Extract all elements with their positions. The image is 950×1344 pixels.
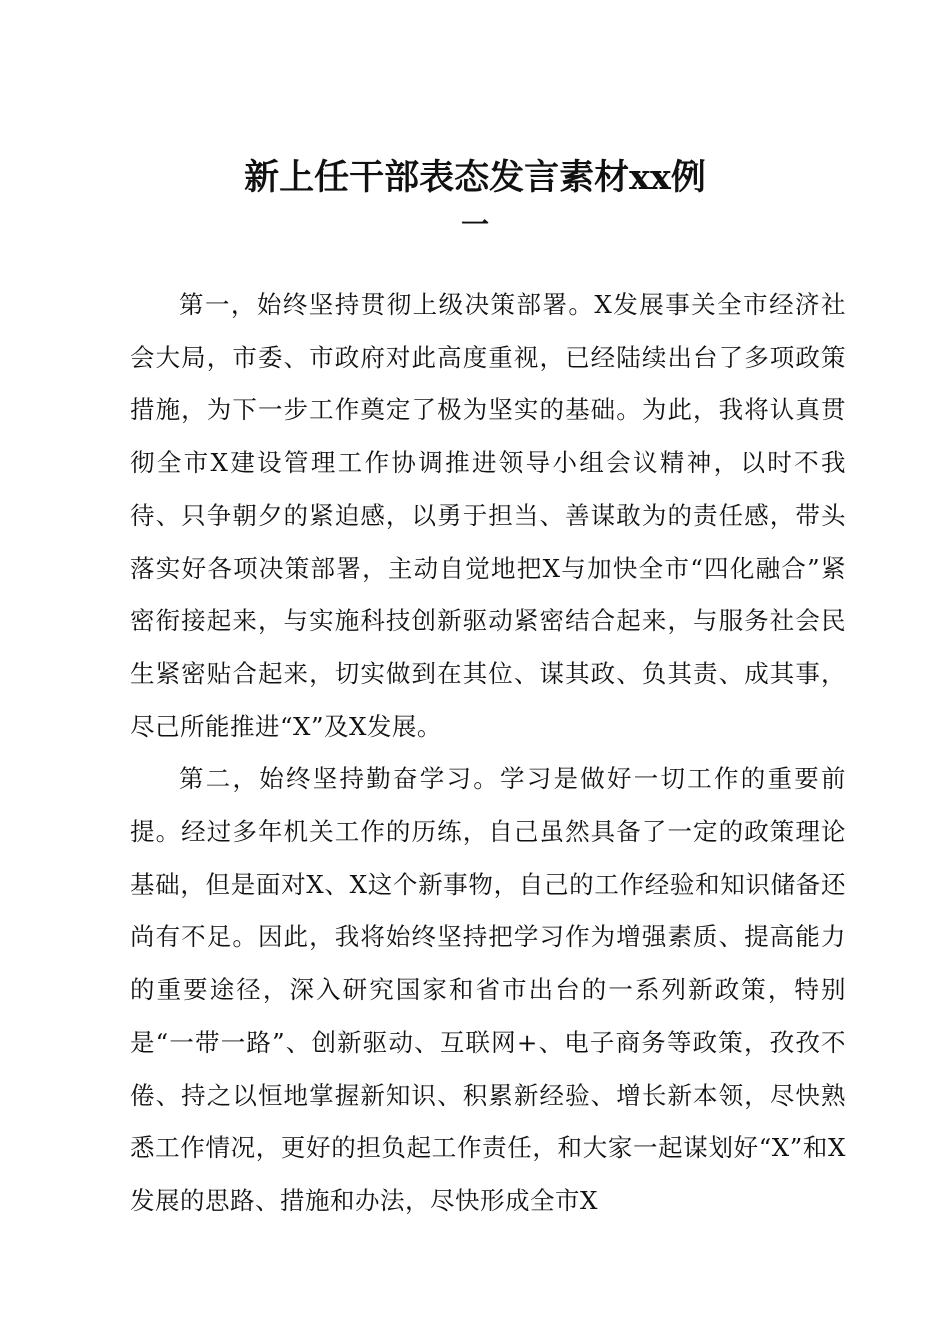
- paragraph-2: 第二，始终坚持勤奋学习。学习是做好一切工作的重要前提。经过多年机关工作的历练，自己虽然具备了一定的政策理论基础，但是面对X、X这个新事物，自己的工作经验和知识储备还尚有不足。因此，我将始终坚持把学习作为增强素质、提高能力的重要途径，深入研究国家和省市出台的一系列新政策，特别是“一带一路”、创新驱动、互联网+、电子商务等政策，孜孜不倦、持之以恒地掌握新知识、积累新经验、增长新本领，尽快熟悉工作情况，更好的担负起工作责任，和大家一起谋划好“X”和X发展的思路、措施和办法，尽快形成全市X: [130, 764, 846, 1215]
- document-body: [130, 279, 846, 1228]
- document-title: 新上任干部表态发言素材xx例: [244, 157, 706, 198]
- section-number: 一: [460, 208, 489, 241]
- paragraph-1: 第一，始终坚持贯彻上级决策部署。X发展事关全市经济社会大局，市委、市政府对此高度重视，已经陆续出台了多项政策措施，为下一步工作奠定了极为坚实的基础。为此，我将认真贯彻全市X建设管理工作协调推进领导小组会议精神，以时不我待、只争朝夕的紧迫感，以勇于担当、善谋敢为的责任感，带头落实好各项决策部署，主动自觉地把X与加快全市“四化融合”紧密衔接起来，与实施科技创新驱动紧密结合起来，与服务社会民生紧密贴合起来，切实做到在其位、谋其政、负其责、成其事，尽己所能推进“X”及X发展。: [130, 290, 846, 741]
